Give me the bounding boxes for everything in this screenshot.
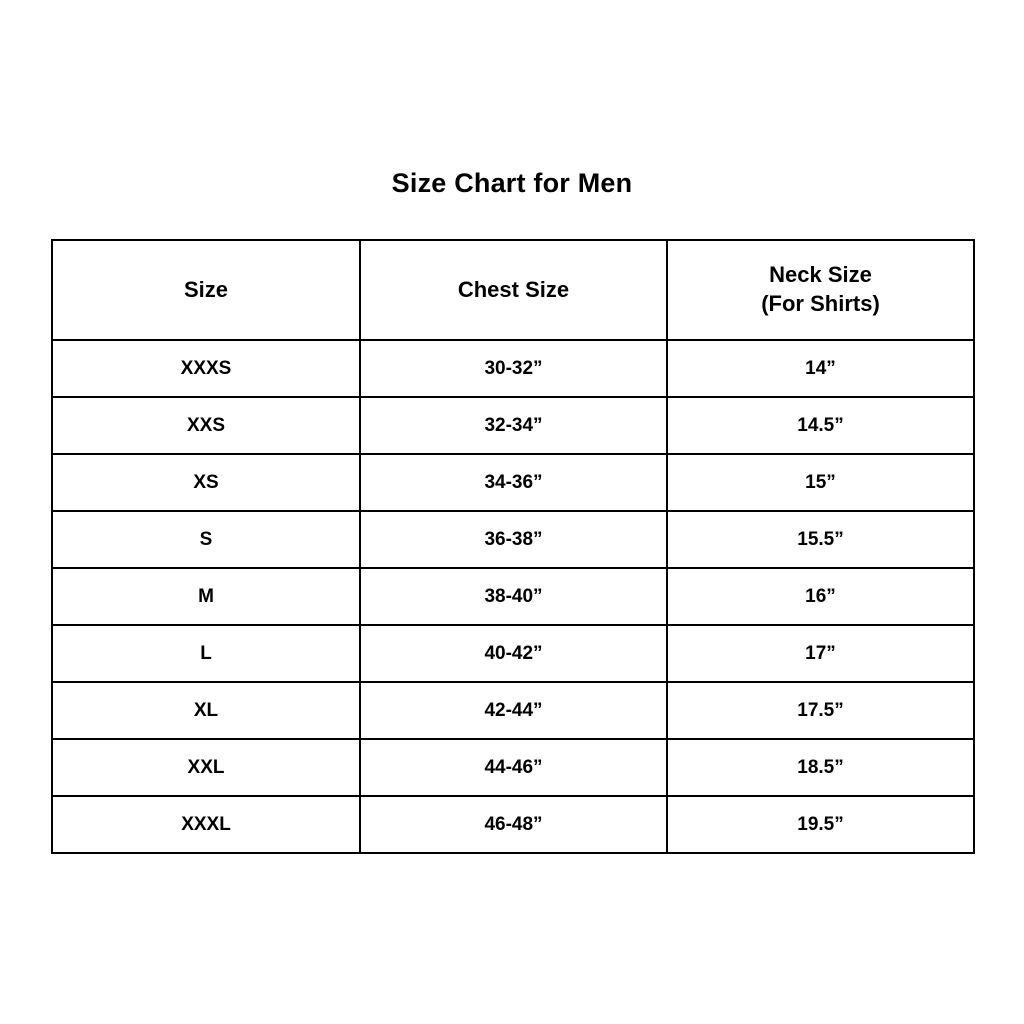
cell-chest: 34-36” [360,454,667,511]
cell-chest: 44-46” [360,739,667,796]
page-title: Size Chart for Men [391,168,633,198]
column-header-size: Size [52,240,360,340]
table-row [52,340,974,397]
cell-chest: 32-34” [360,397,667,454]
cell-neck: 18.5” [667,739,974,796]
cell-neck: 16” [667,568,974,625]
cell-neck: 15” [667,454,974,511]
cell-size: XXXL [52,796,360,853]
cell-size: XXS [52,397,360,454]
cell-chest: 30-32” [360,340,667,397]
cell-size: XXL [52,739,360,796]
table-body [52,340,974,853]
cell-chest: 40-42” [360,625,667,682]
cell-neck: 14.5” [667,397,974,454]
cell-chest: 46-48” [360,796,667,853]
column-header-neck-line1: Neck Size [769,262,872,288]
cell-neck: 17.5” [667,682,974,739]
column-header-neck-line2: (For Shirts) [761,291,880,316]
table-row [52,454,974,511]
cell-neck: 14” [667,340,974,397]
cell-neck: 17” [667,625,974,682]
cell-neck: 19.5” [667,796,974,853]
cell-size: XL [52,682,360,739]
table-row [52,511,974,568]
cell-chest: 36-38” [360,511,667,568]
table-header [52,240,974,340]
cell-neck: 15.5” [667,511,974,568]
cell-chest: 42-44” [360,682,667,739]
cell-size: L [52,625,360,682]
table-row [52,568,974,625]
table-header-row [52,240,974,340]
table-row [52,796,974,853]
cell-chest: 38-40” [360,568,667,625]
table-row [52,397,974,454]
column-header-chest: Chest Size [360,240,667,340]
table-row [52,625,974,682]
column-header-neck [667,240,974,340]
table-row [52,682,974,739]
cell-size: M [52,568,360,625]
cell-size: XS [52,454,360,511]
table-row [52,739,974,796]
cell-size: XXXS [52,340,360,397]
size-chart-table [51,239,975,854]
cell-size: S [52,511,360,568]
